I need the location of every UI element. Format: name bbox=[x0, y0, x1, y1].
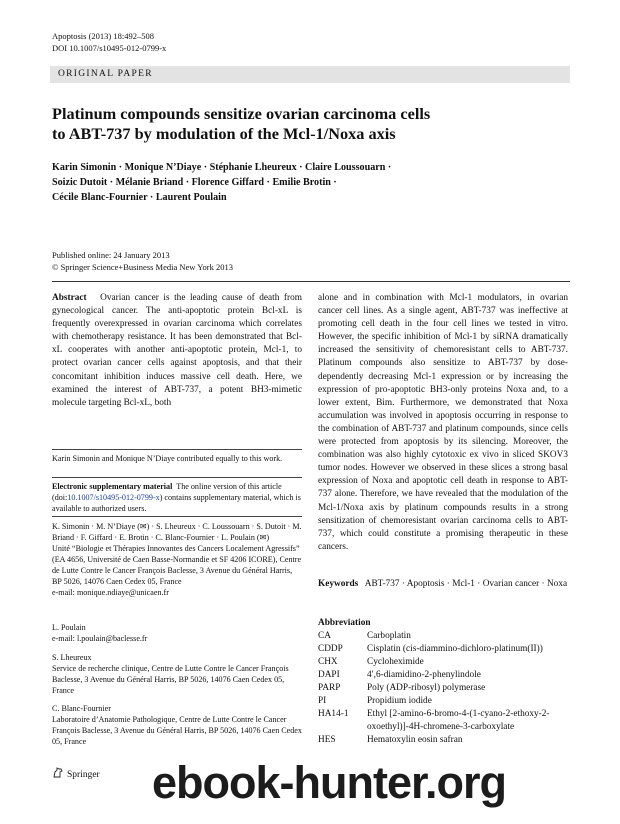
watermark-text: ebook-hunter.org bbox=[152, 757, 506, 808]
abbreviation-row bbox=[318, 695, 570, 708]
abbreviation-term: DAPI bbox=[318, 670, 340, 680]
poulain-contact bbox=[52, 622, 302, 644]
abbreviation-term: CHX bbox=[318, 657, 338, 667]
header-rule bbox=[52, 281, 570, 282]
footnote-rule bbox=[52, 516, 302, 517]
abbreviation-heading: Abbreviation bbox=[318, 618, 371, 628]
abstract-left-column bbox=[52, 292, 302, 410]
poulain-name: L. Poulain bbox=[52, 623, 86, 632]
abstract-text-left: Ovarian cancer is the leading cause of death from gynecological cancer. The anti-apoptotic protein Bcl-xL is frequently overexpressed in ovarian carcinoma which correlates with chemotherapy resistance. It has been demonstrated that Bcl-xL cooperates with another anti-apoptotic protein, Mcl-1, to protect ovarian cancer cells against apoptosis, and that their concomitant inhibition induces massive cell death. Here, we examined the interest of ABT-737, a potent BH3-mimetic molecule targeting Bcl-xL, both bbox=[52, 293, 302, 408]
blanc-fournier-contact bbox=[52, 703, 302, 747]
abbreviation-term: CDDP bbox=[318, 644, 343, 654]
title-line: to ABT-737 by modulation of the Mcl-1/Noxa axis bbox=[52, 124, 396, 143]
abbreviation-term: CA bbox=[318, 631, 331, 641]
article-title bbox=[52, 104, 572, 144]
keywords-text: ABT-737 · Apoptosis · Mcl-1 · Ovarian cancer · Noxa bbox=[364, 579, 568, 589]
affiliation-unit: Unité “Biologie et Thérapies Innovantes des Cancers Localement Agressifs” (EA 4656, Université de Caen Basse-Normandie et SF 4206 ICORE), Centre de Lutte Contre le Cancer François Baclesse, 3 Avenue du Général Harris, BP 5026, 14076 Caen Cedex 05, France bbox=[52, 544, 302, 586]
keywords-block bbox=[318, 578, 568, 591]
blanc-fournier-address: Laboratoire d’Anatomie Pathologique, Centre de Lutte Contre le Cancer François Baclesse, 3 Avenue du Général Harris, BP 5026, 14076 Caen Cedex 05, France bbox=[52, 715, 302, 746]
equal-contribution-note: Karin Simonin and Monique N’Diaye contributed equally to this work. bbox=[52, 454, 283, 463]
springer-footer bbox=[52, 767, 100, 782]
abbreviation-term: PI bbox=[318, 696, 327, 706]
abbreviation-definition: Ethyl [2-amino-6-bromo-4-(1-cyano-2-ethoxy-2-oxoethyl)]-4H-chromene-3-carboxylate bbox=[367, 709, 550, 732]
abbreviation-definition: Propidium iodide bbox=[367, 696, 432, 706]
author-list bbox=[52, 160, 572, 205]
abstract-right-column bbox=[318, 292, 568, 554]
abbreviation-row bbox=[318, 682, 570, 695]
blanc-fournier-name: C. Blanc-Fournier bbox=[52, 704, 111, 713]
footnote-rule bbox=[52, 477, 302, 478]
abbreviation-term: HA14-1 bbox=[318, 709, 349, 719]
published-date: Published online: 24 January 2013 bbox=[52, 250, 170, 260]
esm-text-after: ) contains supplementary material, which is available to authorized users. bbox=[52, 493, 301, 513]
abbreviation-row bbox=[318, 630, 570, 643]
abbreviation-definition: Hematoxylin eosin safran bbox=[367, 735, 463, 745]
abbreviation-row bbox=[318, 656, 570, 669]
abbreviation-definition: 4′,6-diamidino-2-phenylindole bbox=[367, 670, 481, 680]
copyright-line: © Springer Science+Business Media New York 2013 bbox=[52, 262, 233, 272]
springer-horse-icon bbox=[52, 767, 64, 782]
abstract-text-right: alone and in combination with Mcl-1 modulators, in ovarian cancer cell lines. As a single agent, ABT-737 was ineffective at promoting cell death in the four cell lines we tested in vitro. However, the specific inhibition of Mcl-1 by siRNA dramatically increased the sensitivity of chemoresistant cells to ABT-737. Platinum compounds also sensitize to ABT-737 by dose-dependently decreasing Mcl-1 expression or by increasing the expression of pro-apoptotic BH3-only proteins Noxa and, to a lower extent, Bim. Furthermore, we demonstrated that Noxa accumulation was involved in apoptosis occurring in response to the combination of ABT-737 and platinum compounds, since cells were protected from apoptosis by its silencing. Moreover, the combination was also highly cytotoxic ex vivo in sliced SKOV3 tumor nodes. However we observed in these slices a strong basal expression of Noxa and apoptotic cell death in response to ABT-737 alone. Therefore, we have revealed that the modulation of the Mcl-1/Noxa axis by platinum compounds results in a strong sensitization of chemoresistant ovarian carcinoma cells to ABT-737, which could constitute a promising therapeutic in these cancers. bbox=[318, 293, 568, 552]
footnote-rule bbox=[52, 449, 302, 450]
abbreviation-row bbox=[318, 734, 570, 747]
author-line: Cécile Blanc-Fournier · Laurent Poulain bbox=[52, 192, 227, 203]
springer-logo-text: Springer bbox=[67, 769, 100, 780]
title-line: Platinum compounds sensitize ovarian carcinoma cells bbox=[52, 104, 431, 123]
journal-meta bbox=[52, 30, 166, 54]
affiliation-authors: K. Simonin · M. N’Diaye (✉) · S. Lheureux · C. Loussouarn · S. Dutoit · M. Briand · F. Giffard · E. Brotin · C. Blanc-Fournier · L. Poulain (✉) bbox=[52, 522, 302, 542]
esm-label: Electronic supplementary material bbox=[52, 482, 173, 491]
abbreviation-term: HES bbox=[318, 735, 336, 745]
publication-info bbox=[52, 249, 233, 273]
author-line: Soizic Dutoit · Mélanie Briand · Florence Giffard · Emilie Brotin · bbox=[52, 177, 337, 188]
esm-note bbox=[52, 481, 302, 514]
abbreviation-row bbox=[318, 708, 570, 734]
keywords-label: Keywords bbox=[318, 579, 359, 589]
abstract-label: Abstract bbox=[52, 293, 87, 303]
author-line: Karin Simonin · Monique N’Diaye · Stéphanie Lheureux · Claire Loussouarn · bbox=[52, 162, 392, 173]
affiliation-block bbox=[52, 521, 302, 598]
journal-citation: Apoptosis (2013) 18:492–508 bbox=[52, 31, 154, 41]
esm-doi-link[interactable]: 10.1007/s10495-012-0799-x bbox=[67, 493, 160, 502]
article-doi: DOI 10.1007/s10495-012-0799-x bbox=[52, 43, 167, 53]
poulain-email: e-mail: l.poulain@baclesse.fr bbox=[52, 634, 148, 643]
abbreviation-table bbox=[318, 630, 570, 747]
abbreviation-definition: Carboplatin bbox=[367, 631, 411, 641]
abbreviation-definition: Cycloheximide bbox=[367, 657, 424, 667]
abbreviation-definition: Poly (ADP-ribosyl) polymerase bbox=[367, 683, 486, 693]
lheureux-contact bbox=[52, 652, 302, 696]
abbreviation-definition: Cisplatin (cis-diammino-dichloro-platinum(II)) bbox=[367, 644, 543, 654]
lheureux-name: S. Lheureux bbox=[52, 653, 92, 662]
section-banner: ORIGINAL PAPER bbox=[50, 66, 570, 83]
lheureux-address: Service de recherche clinique, Centre de Lutte Contre le Cancer François Baclesse, 3 Avenue du Général Harris, BP 5026, 14076 Caen Cedex 05, France bbox=[52, 664, 289, 695]
abbreviation-row bbox=[318, 669, 570, 682]
abbreviation-term: PARP bbox=[318, 683, 341, 693]
esm-text-before: The online version of this article (doi: bbox=[52, 482, 282, 502]
abbreviation-row bbox=[318, 643, 570, 656]
affiliation-email: e-mail: monique.ndiaye@unicaen.fr bbox=[52, 588, 169, 597]
